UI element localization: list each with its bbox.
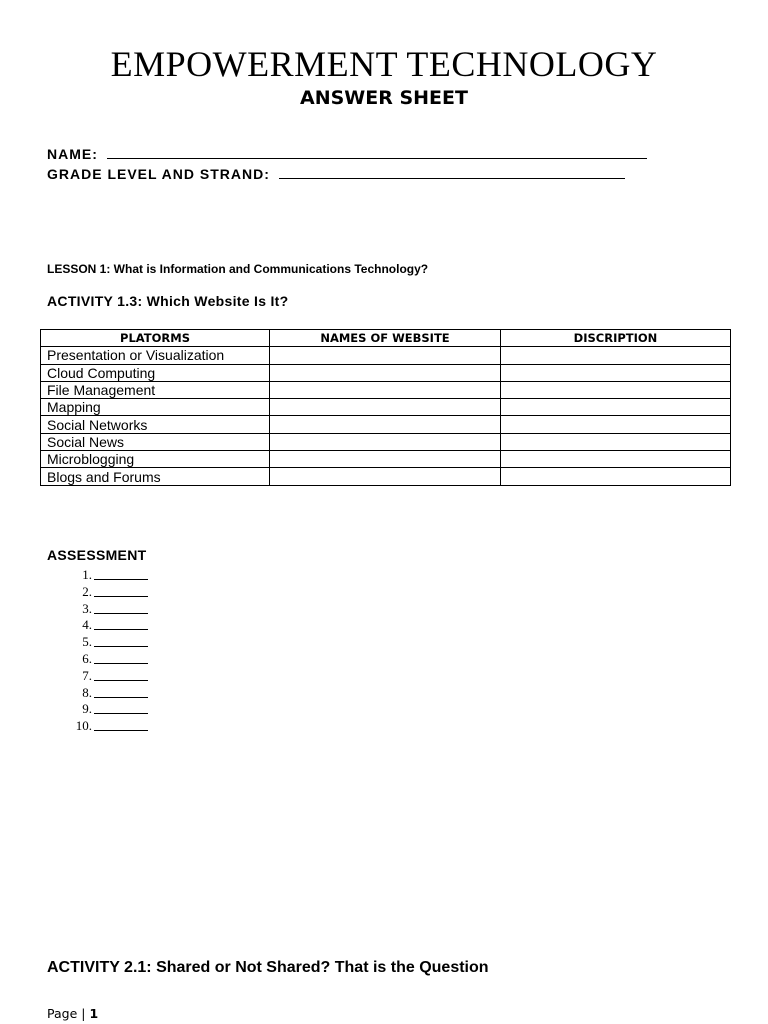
- platform-cell: Blogs and Forums: [41, 468, 270, 485]
- list-item: [62, 718, 148, 735]
- answer-blank[interactable]: [94, 584, 148, 597]
- answer-blank[interactable]: [94, 617, 148, 630]
- list-item: [62, 634, 148, 651]
- website-name-cell[interactable]: [270, 364, 501, 381]
- name-blank-line[interactable]: [107, 147, 647, 159]
- table-row: [41, 399, 731, 416]
- website-name-cell[interactable]: [270, 433, 501, 450]
- list-item: [62, 584, 148, 601]
- website-name-cell[interactable]: [270, 468, 501, 485]
- website-name-cell[interactable]: [270, 451, 501, 468]
- platform-cell: Presentation or Visualization: [41, 347, 270, 364]
- column-header: DISCRIPTION: [501, 330, 731, 347]
- page-footer: [47, 1006, 98, 1021]
- platform-cell: File Management: [41, 381, 270, 398]
- column-header: NAMES OF WEBSITE: [270, 330, 501, 347]
- activity-title: ACTIVITY 1.3: Which Website Is It?: [47, 293, 289, 309]
- table-row: [41, 347, 731, 364]
- table-row: [41, 433, 731, 450]
- description-cell[interactable]: [501, 364, 731, 381]
- table-row: [41, 451, 731, 468]
- item-number: 2.: [82, 583, 92, 599]
- page-label: Page: [47, 1006, 78, 1021]
- item-number: 8.: [82, 684, 92, 700]
- description-cell[interactable]: [501, 451, 731, 468]
- item-number: 1.: [82, 567, 92, 582]
- column-header: PLATORMS: [41, 330, 270, 347]
- description-cell[interactable]: [501, 416, 731, 433]
- lesson-title: LESSON 1: What is Information and Communications Technology?: [47, 262, 429, 276]
- item-number: 3.: [82, 600, 92, 616]
- list-item: [62, 601, 148, 618]
- platform-cell: Cloud Computing: [41, 364, 270, 381]
- assessment-list: [62, 567, 148, 735]
- table-row: [41, 468, 731, 485]
- website-name-cell[interactable]: [270, 416, 501, 433]
- list-item: [62, 701, 148, 718]
- item-number: 6.: [82, 650, 92, 666]
- answer-blank[interactable]: [94, 651, 148, 664]
- table-header-row: [41, 330, 731, 347]
- item-number: 5.: [82, 634, 92, 650]
- website-name-cell[interactable]: [270, 381, 501, 398]
- website-name-cell[interactable]: [270, 399, 501, 416]
- platform-cell: Mapping: [41, 399, 270, 416]
- description-cell[interactable]: [501, 381, 731, 398]
- description-cell[interactable]: [501, 433, 731, 450]
- item-number: 4.: [82, 617, 92, 633]
- item-number: 9.: [82, 701, 92, 717]
- answer-blank[interactable]: [94, 701, 148, 714]
- list-item: [62, 685, 148, 702]
- activity-2-title: ACTIVITY 2.1: Shared or Not Shared? That is the Question: [47, 959, 489, 976]
- table-row: [41, 416, 731, 433]
- grade-level-field: [47, 166, 625, 182]
- description-cell[interactable]: [501, 347, 731, 364]
- list-item: [62, 617, 148, 634]
- table-row: [41, 381, 731, 398]
- item-number: 7.: [82, 667, 92, 683]
- grade-level-label: GRADE LEVEL AND STRAND:: [47, 166, 270, 182]
- answer-blank[interactable]: [94, 634, 148, 647]
- answer-blank[interactable]: [94, 718, 148, 731]
- name-label: NAME:: [47, 146, 98, 162]
- list-item: [62, 651, 148, 668]
- name-field: [47, 146, 647, 162]
- table-row: [41, 364, 731, 381]
- grade-level-blank-line[interactable]: [279, 167, 625, 179]
- page-number: 1: [89, 1006, 99, 1021]
- platform-cell: Social News: [41, 433, 270, 450]
- assessment-title: ASSESSMENT: [47, 547, 147, 563]
- answer-blank[interactable]: [94, 685, 148, 698]
- website-name-cell[interactable]: [270, 347, 501, 364]
- list-item: [62, 567, 148, 584]
- document-subtitle: ANSWER SHEET: [300, 87, 468, 109]
- description-cell[interactable]: [501, 468, 731, 485]
- answer-blank[interactable]: [94, 668, 148, 681]
- platform-cell: Social Networks: [41, 416, 270, 433]
- answer-blank[interactable]: [94, 567, 148, 580]
- answer-blank[interactable]: [94, 601, 148, 614]
- list-item: [62, 668, 148, 685]
- item-number: 10.: [75, 718, 92, 734]
- document-title: EMPOWERMENT TECHNOLOGY: [110, 44, 658, 84]
- platforms-table: [40, 329, 731, 486]
- platform-cell: Microblogging: [41, 451, 270, 468]
- description-cell[interactable]: [501, 399, 731, 416]
- page-separator: |: [81, 1006, 86, 1021]
